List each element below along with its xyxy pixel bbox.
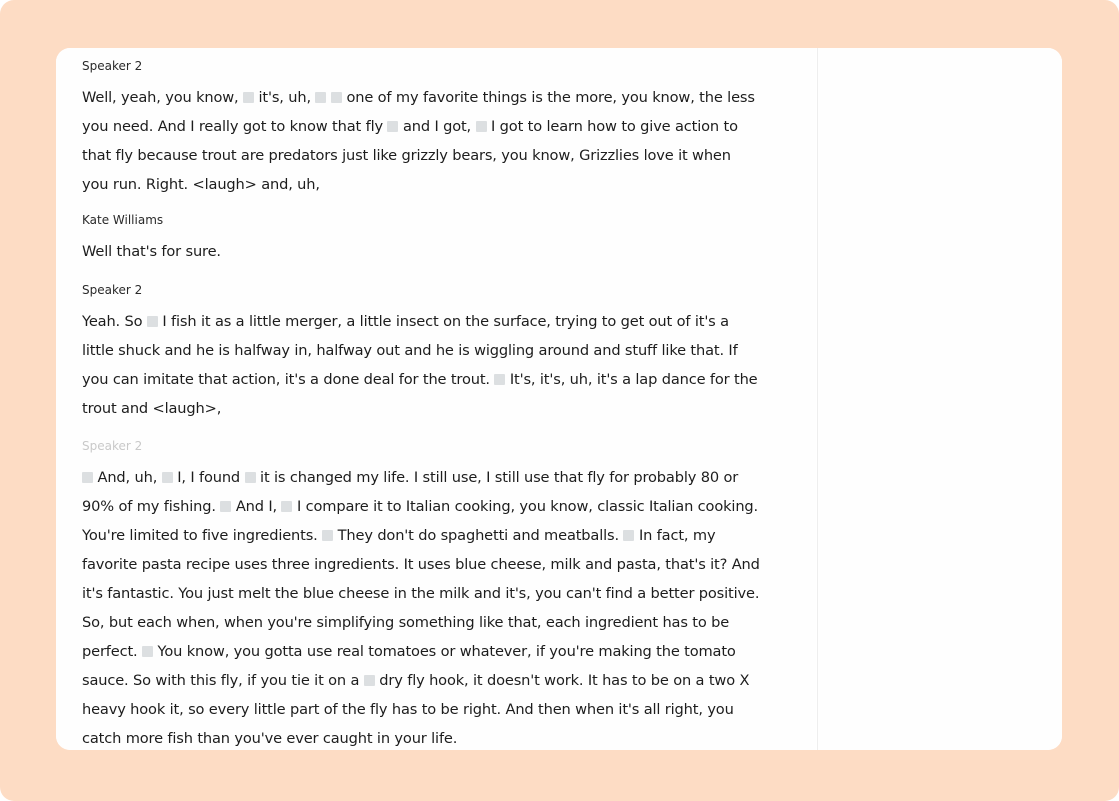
transcript-paragraph[interactable] xyxy=(82,463,802,750)
transcript-text: that fly because trout are predators just like grizzly bears, you know, Grizzlies love it when xyxy=(82,147,731,164)
transcript-text: and I got, xyxy=(398,118,476,135)
transcript-line xyxy=(82,112,802,141)
transcript-line xyxy=(82,237,802,266)
filler-marker-icon[interactable] xyxy=(331,92,342,103)
transcript-line xyxy=(82,666,802,695)
transcript-text: perfect. xyxy=(82,643,143,660)
transcript-text: it's, uh, xyxy=(254,89,316,106)
speaker-name: Speaker 2 xyxy=(82,59,143,73)
transcript-text: you can imitate that action, it's a done deal for the trout. xyxy=(82,371,495,388)
filler-marker-icon[interactable] xyxy=(243,92,254,103)
transcript-text: It's, it's, uh, it's a lap dance for the xyxy=(505,371,758,388)
speaker-name: Speaker 2 xyxy=(82,439,143,453)
transcript-block xyxy=(82,212,802,266)
transcript-text: They don't do spaghetti and meatballs. xyxy=(333,527,624,544)
speaker-name: Kate Williams xyxy=(82,213,164,227)
transcript-text: In fact, my xyxy=(634,527,716,544)
filler-marker-icon[interactable] xyxy=(245,472,256,483)
transcript-text: you run. Right. <laugh> and, uh, xyxy=(82,176,320,193)
filler-marker-icon[interactable] xyxy=(322,530,333,541)
transcript-text: trout and <laugh>, xyxy=(82,400,222,417)
filler-marker-icon[interactable] xyxy=(494,374,505,385)
transcript-text: little shuck and he is halfway in, halfway out and he is wiggling around and stuff like that. If xyxy=(82,342,738,359)
transcript-text: Well, yeah, you know, xyxy=(82,89,244,106)
transcript-panel[interactable] xyxy=(56,48,816,750)
app-window xyxy=(56,48,1062,750)
filler-marker-icon[interactable] xyxy=(387,121,398,132)
transcript-text: you need. And I really got to know that fly xyxy=(82,118,388,135)
transcript-text: You know, you gotta use real tomatoes or whatever, if you're making the tomato xyxy=(153,643,736,660)
transcript-text: You're limited to five ingredients. xyxy=(82,527,323,544)
filler-marker-icon[interactable] xyxy=(82,472,93,483)
transcript-line xyxy=(82,307,802,336)
transcript-line xyxy=(82,83,802,112)
transcript-text: I, I found xyxy=(172,469,245,486)
transcript-paragraph[interactable] xyxy=(82,83,802,199)
transcript-block xyxy=(82,58,802,199)
transcript-line xyxy=(82,637,802,666)
transcript-line xyxy=(82,463,802,492)
transcript-line xyxy=(82,521,802,550)
transcript-block xyxy=(82,438,802,750)
transcript-line xyxy=(82,724,802,750)
filler-marker-icon[interactable] xyxy=(315,92,326,103)
filler-marker-icon[interactable] xyxy=(147,316,158,327)
transcript-block xyxy=(82,282,802,423)
transcript-text: And I, xyxy=(231,498,282,515)
transcript-text: sauce. So with this fly, if you tie it on a xyxy=(82,672,364,689)
transcript-line xyxy=(82,579,802,608)
transcript-text: it is changed my life. I still use, I still use that fly for probably 80 or xyxy=(255,469,739,486)
transcript-line xyxy=(82,492,802,521)
transcript-text: heavy hook it, so every little part of the fly has to be right. And then when it's all right, you xyxy=(82,701,734,718)
transcript-line xyxy=(82,170,802,199)
transcript-text: I compare it to Italian cooking, you know, classic Italian cooking. xyxy=(292,498,759,515)
filler-marker-icon[interactable] xyxy=(364,675,375,686)
transcript-line xyxy=(82,608,802,637)
filler-marker-icon[interactable] xyxy=(220,501,231,512)
transcript-paragraph[interactable] xyxy=(82,307,802,423)
filler-marker-icon[interactable] xyxy=(142,646,153,657)
transcript-text: Yeah. So xyxy=(82,313,147,330)
speaker-name: Speaker 2 xyxy=(82,283,143,297)
filler-marker-icon[interactable] xyxy=(162,472,173,483)
filler-marker-icon[interactable] xyxy=(623,530,634,541)
transcript-text: Well that's for sure. xyxy=(82,243,221,260)
transcript-line xyxy=(82,365,802,394)
transcript-line xyxy=(82,695,802,724)
transcript-text: I got to learn how to give action to xyxy=(486,118,738,135)
transcript-line xyxy=(82,336,802,365)
transcript-text: 90% of my fishing. xyxy=(82,498,221,515)
side-panel xyxy=(817,48,1062,750)
transcript-line xyxy=(82,394,802,423)
transcript-text: dry fly hook, it doesn't work. It has to be on a two X xyxy=(374,672,750,689)
transcript-text: catch more fish than you've ever caught in your life. xyxy=(82,730,458,747)
transcript-text: I fish it as a little merger, a little insect on the surface, trying to get out of it's a xyxy=(157,313,729,330)
filler-marker-icon[interactable] xyxy=(476,121,487,132)
transcript-line xyxy=(82,550,802,579)
transcript-text: So, but each when, when you're simplifying something like that, each ingredient has to be xyxy=(82,614,730,631)
transcript-line xyxy=(82,141,802,170)
transcript-text: one of my favorite things is the more, you know, the less xyxy=(341,89,755,106)
transcript-paragraph[interactable] xyxy=(82,237,802,266)
filler-marker-icon[interactable] xyxy=(281,501,292,512)
transcript-text: And, uh, xyxy=(93,469,162,486)
transcript-text: favorite pasta recipe uses three ingredients. It uses blue cheese, milk and pasta, that's it? And xyxy=(82,556,760,573)
transcript-text: it's fantastic. You just melt the blue cheese in the milk and it's, you can't find a better positive. xyxy=(82,585,760,602)
